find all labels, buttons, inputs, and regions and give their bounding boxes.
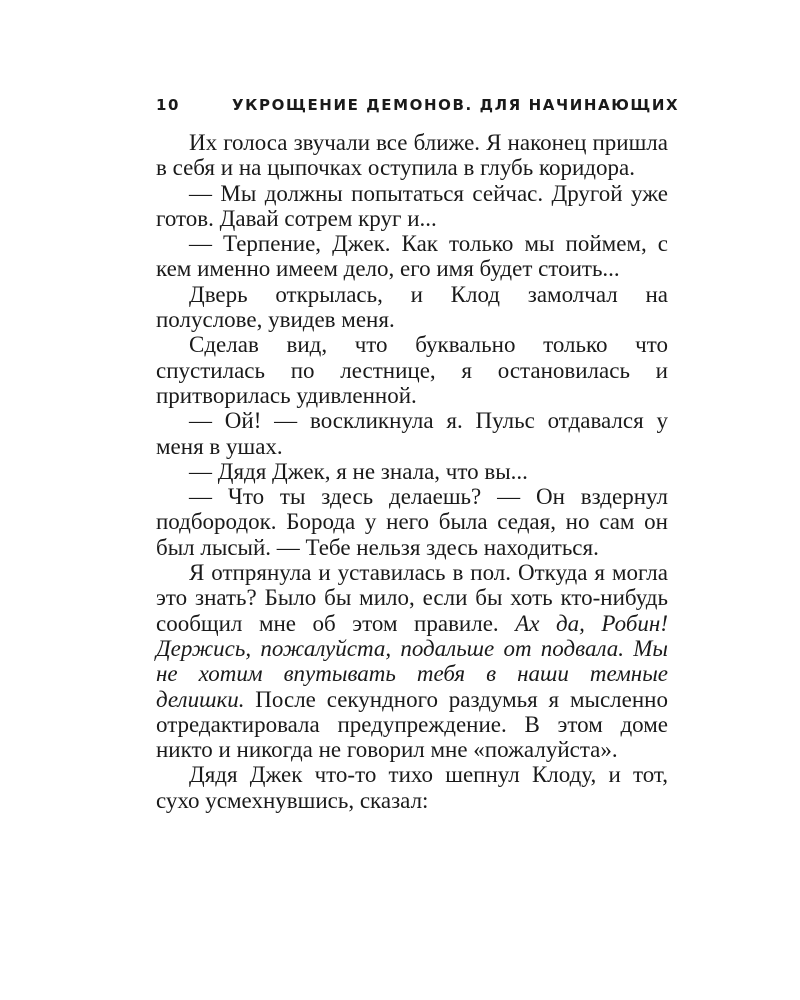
paragraph: — Дядя Джек, я не знала, что вы...	[189, 458, 528, 484]
paragraph: Сделав вид, что буквально только что спустилась по лестнице, я остановилась и притворилась удивленной.	[156, 332, 668, 408]
paragraph-text: Я отпрянула и уставилась в пол. Откуда я могла это знать? Было бы мило, если бы хоть кто-нибудь сообщил мне об этом правиле.	[156, 560, 668, 636]
paragraph: — Мы должны попытаться сейчас. Другой уже готов. Давай сотрем круг и...	[156, 180, 668, 231]
paragraph: — Терпение, Джек. Как только мы поймем, с кем именно имеем дело, его имя будет стоить...	[156, 231, 668, 282]
running-header	[156, 95, 680, 115]
paragraph: Дверь открылась, и Клод замолчал на полуслове, увидев меня.	[156, 281, 668, 333]
italic-warning-text: Ах да, Робин! Держись, пожалуйста, подальше от подвала. Мы не хотим впутывать тебя в наши темные делишки.	[156, 610, 668, 712]
paragraph: — Ой! — воскликнула я. Пульс отдавался у меня в ушах.	[156, 408, 668, 459]
paragraph: — Что ты здесь делаешь? — Он вздернул подбородок. Борода у него была седая, но сам он был лысый. — Тебе нельзя здесь находиться.	[156, 484, 668, 560]
paragraph-text: После секундного раздумья я мысленно отредактировала предупреждение. В этом доме никто и никогда не говорил мне «пожалуйста».	[156, 686, 668, 763]
page-number: 10	[156, 96, 181, 114]
paragraph-with-italic	[156, 560, 668, 762]
paragraph: Их голоса звучали все ближе. Я наконец пришла в себя и на цыпочках оступила в глубь коридора.	[156, 130, 668, 181]
body-text	[156, 130, 668, 813]
paragraph: Дядя Джек что-то тихо шепнул Клоду, и тот, сухо усмехнувшись, сказал:	[156, 762, 668, 813]
book-title: УКРОЩЕНИЕ ДЕМОНОВ. ДЛЯ НАЧИНАЮЩИХ	[232, 96, 680, 114]
